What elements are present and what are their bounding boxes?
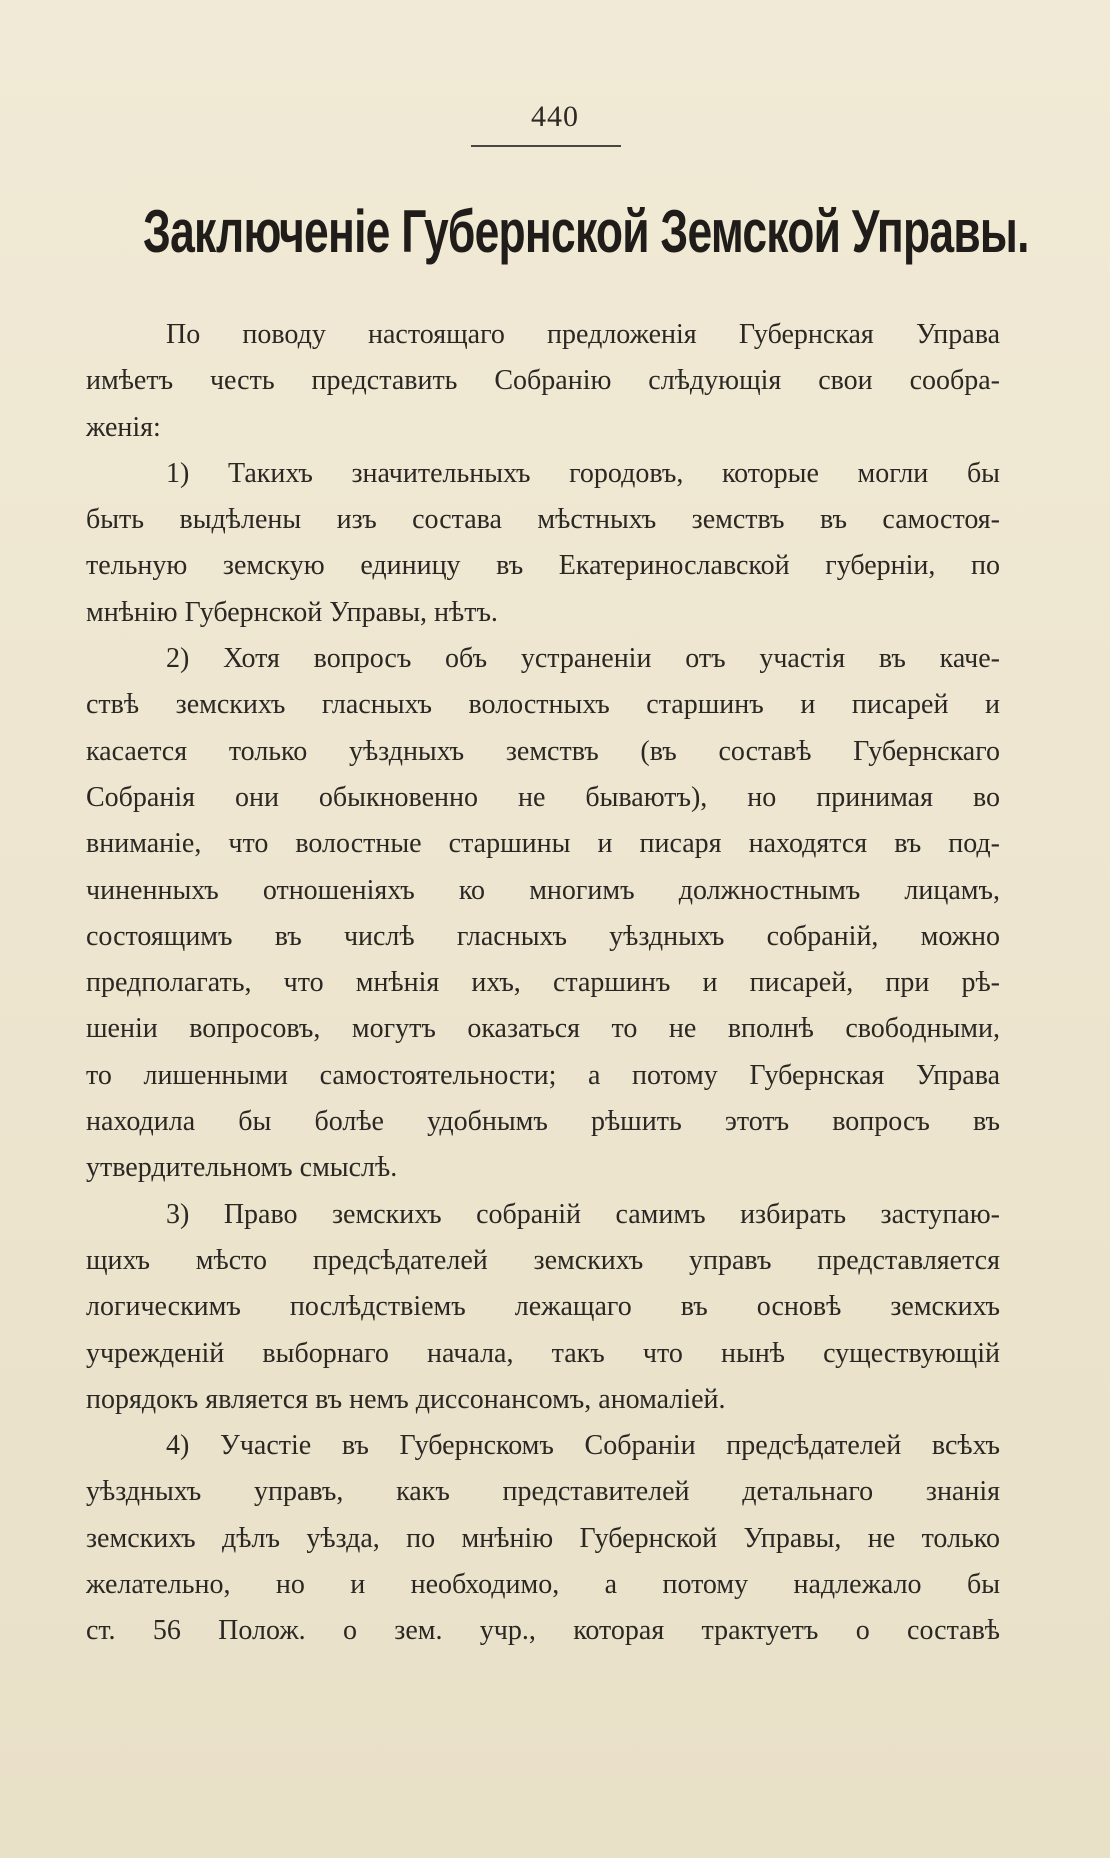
text-line: утвердительномъ смыслѣ.: [86, 1152, 398, 1184]
text-line: По поводу настоящаго предложенія Губернская Управа: [166, 319, 1000, 350]
text-line: 3) Право земскихъ собраній самимъ избирать заступаю-: [166, 1198, 1000, 1230]
text-line: учрежденій выборнаго начала, такъ что нынѣ существующій: [86, 1337, 1000, 1369]
text-line: состоящимъ въ числѣ гласныхъ уѣздныхъ собраній, можно: [86, 920, 1000, 952]
text-line: Собранія они обыкновенно не бываютъ), но принимая во: [86, 781, 1000, 813]
text-line: чиненныхъ отношеніяхъ ко многимъ должностнымъ лицамъ,: [86, 874, 1000, 906]
paragraph: [86, 636, 1000, 1192]
text-line: уѣздныхъ управъ, какъ представителей детальнаго знанія: [86, 1476, 1000, 1508]
text-line: земскихъ дѣлъ уѣзда, по мнѣнію Губернской Управы, не только: [86, 1522, 1000, 1554]
text-line: имѣетъ честь представить Собранію слѣдующія свои сообра-: [86, 365, 1000, 397]
text-line: 4) Участіе въ Губернскомъ Собраніи предсѣдателей всѣхъ: [166, 1430, 1000, 1462]
text-line: 1) Такихъ значительныхъ городовъ, которые могли бы: [166, 457, 1000, 489]
text-line: порядокъ является въ немъ диссонансомъ, аномаліей.: [86, 1383, 726, 1415]
text-line: мнѣнію Губернской Управы, нѣтъ.: [86, 596, 498, 628]
section-title: Заключеніе Губернской Земской Управы.: [143, 198, 1029, 265]
body-text: [86, 312, 1000, 1655]
paragraph: [86, 1192, 1000, 1423]
text-line: ст. 56 Полож. о зем. учр., которая трактуетъ о составѣ: [86, 1615, 1000, 1647]
text-line: касается только уѣздныхъ земствъ (въ составѣ Губернскаго: [86, 735, 1000, 767]
text-line: предполагать, что мнѣнія ихъ, старшинъ и писарей, при рѣ-: [86, 967, 1000, 999]
text-line: то лишенными самостоятельности; а потому Губернская Управа: [86, 1059, 1000, 1091]
text-line: ствѣ земскихъ гласныхъ волостныхъ старшинъ и писарей и: [86, 689, 1000, 721]
text-line: щихъ мѣсто предсѣдателей земскихъ управъ представляется: [86, 1244, 1000, 1276]
text-line: шеніи вопросовъ, могутъ оказаться то не вполнѣ свободными,: [86, 1013, 1000, 1045]
text-line: находила бы болѣе удобнымъ рѣшить этотъ вопросъ въ: [86, 1106, 1000, 1138]
paragraph: [86, 1423, 1000, 1654]
paragraph: [86, 451, 1000, 636]
page-number-rule: [471, 145, 621, 147]
page-number: 440: [531, 100, 579, 133]
text-line: женія:: [86, 411, 161, 443]
text-line: логическимъ послѣдствіемъ лежащаго въ основѣ земскихъ: [86, 1291, 1000, 1323]
text-line: быть выдѣлены изъ состава мѣстныхъ земствъ въ самостоя-: [86, 504, 1000, 536]
text-line: тельную земскую единицу въ Екатеринославской губерніи, по: [86, 550, 1000, 582]
text-line: 2) Хотя вопросъ объ устраненіи отъ участія въ каче-: [166, 643, 1000, 675]
text-line: вниманіе, что волостные старшины и писаря находятся въ под-: [86, 828, 1000, 860]
paragraph: [86, 312, 1000, 451]
text-line: желательно, но и необходимо, а потому надлежало бы: [86, 1569, 1000, 1601]
